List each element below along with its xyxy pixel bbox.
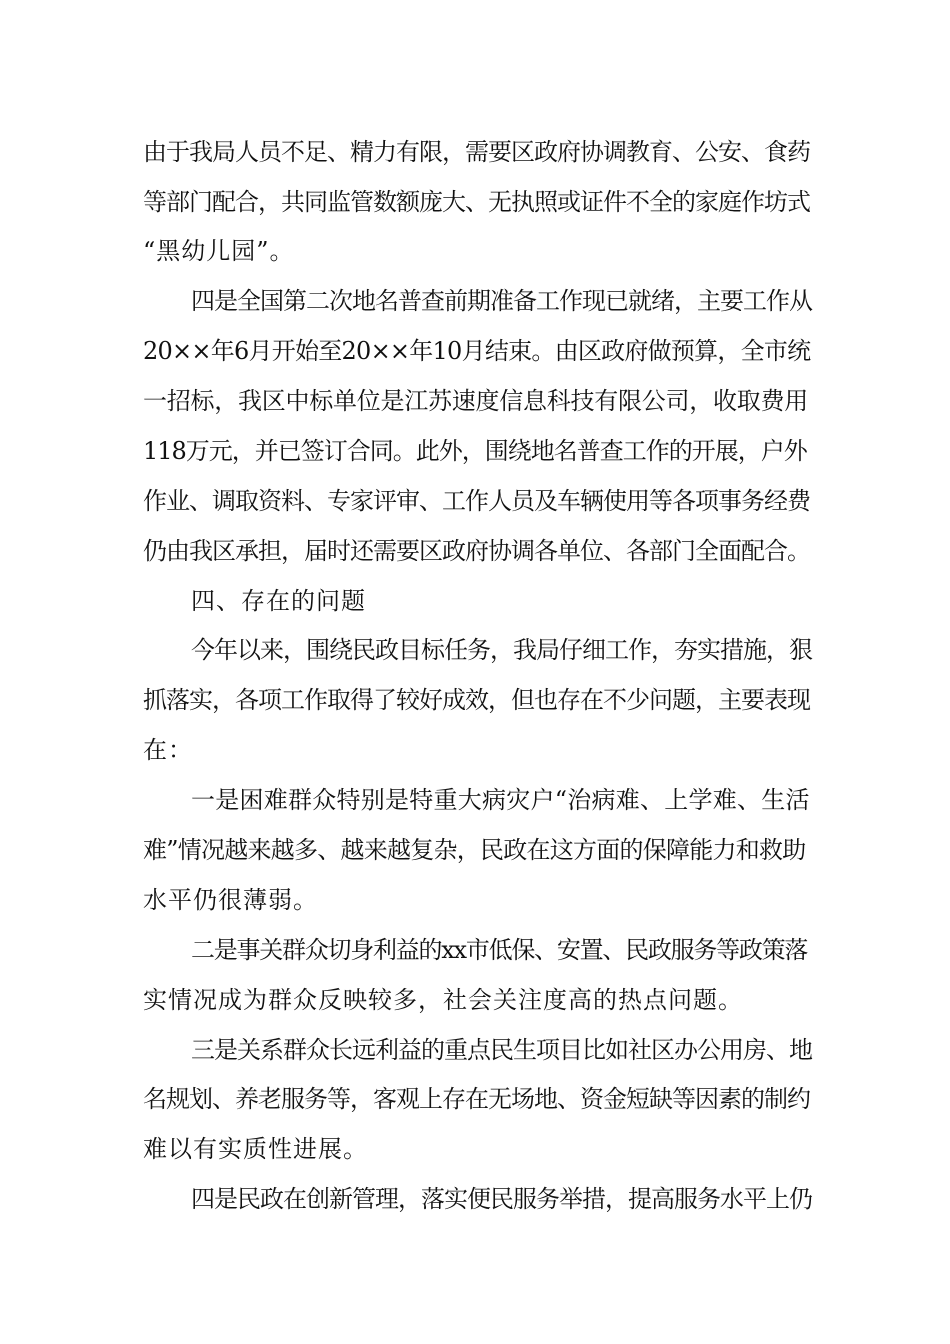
text-line: 今年以来，围绕民政目标任务，我局仔细工作，夯实措施，狠 [191, 636, 812, 664]
text-line: 一招标，我区中标单位是江苏速度信息科技有限公司，收取费用 [143, 387, 808, 415]
text-line: 三是关系群众长远利益的重点民生项目比如社区办公用房、地 [191, 1036, 812, 1064]
text-line: 一是困难群众特别是特重大病灾户“治病难、上学难、生活 [191, 786, 810, 814]
text-line: 名规划、养老服务等，客观上存在无场地、资金短缺等因素的制约 [143, 1085, 810, 1113]
text-line: 由于我局人员不足、精力有限，需要区政府协调教育、公安、食药 [143, 138, 810, 166]
text-line: 20××年6月开始至20××年10月结束。由区政府做预算，全市统 [143, 337, 811, 365]
text-line: “黑幼儿园”。 [143, 237, 295, 265]
text-line: 二是事关群众切身利益的xx市低保、安置、民政服务等政策落 [191, 936, 808, 964]
text-line: 难以有实质性进展。 [143, 1135, 368, 1163]
text-line: 在： [143, 736, 193, 764]
text-line: 仍由我区承担，届时还需要区政府协调各单位、各部门全面配合。 [143, 537, 810, 565]
text-line: 作业、调取资料、专家评审、工作人员及车辆使用等各项事务经费 [143, 487, 810, 515]
section-heading: 四、存在的问题 [191, 587, 366, 615]
text-line: 四是民政在创新管理，落实便民服务举措，提高服务水平上仍 [191, 1185, 812, 1213]
text-line: 难”情况越来越多、越来越复杂，民政在这方面的保障能力和救助 [143, 836, 806, 864]
text-line: 抓落实，各项工作取得了较好成效，但也存在不少问题，主要表现 [143, 686, 810, 714]
text-line: 四是全国第二次地名普查前期准备工作现已就绪，主要工作从 [191, 287, 812, 315]
text-line: 水平仍很薄弱。 [143, 886, 318, 914]
text-line: 118万元，并已签订合同。此外，围绕地名普查工作的开展，户外 [143, 437, 807, 465]
text-line: 实情况成为群众反映较多，社会关注度高的热点问题。 [143, 986, 743, 1014]
text-line: 等部门配合，共同监管数额庞大、无执照或证件不全的家庭作坊式 [143, 188, 810, 216]
